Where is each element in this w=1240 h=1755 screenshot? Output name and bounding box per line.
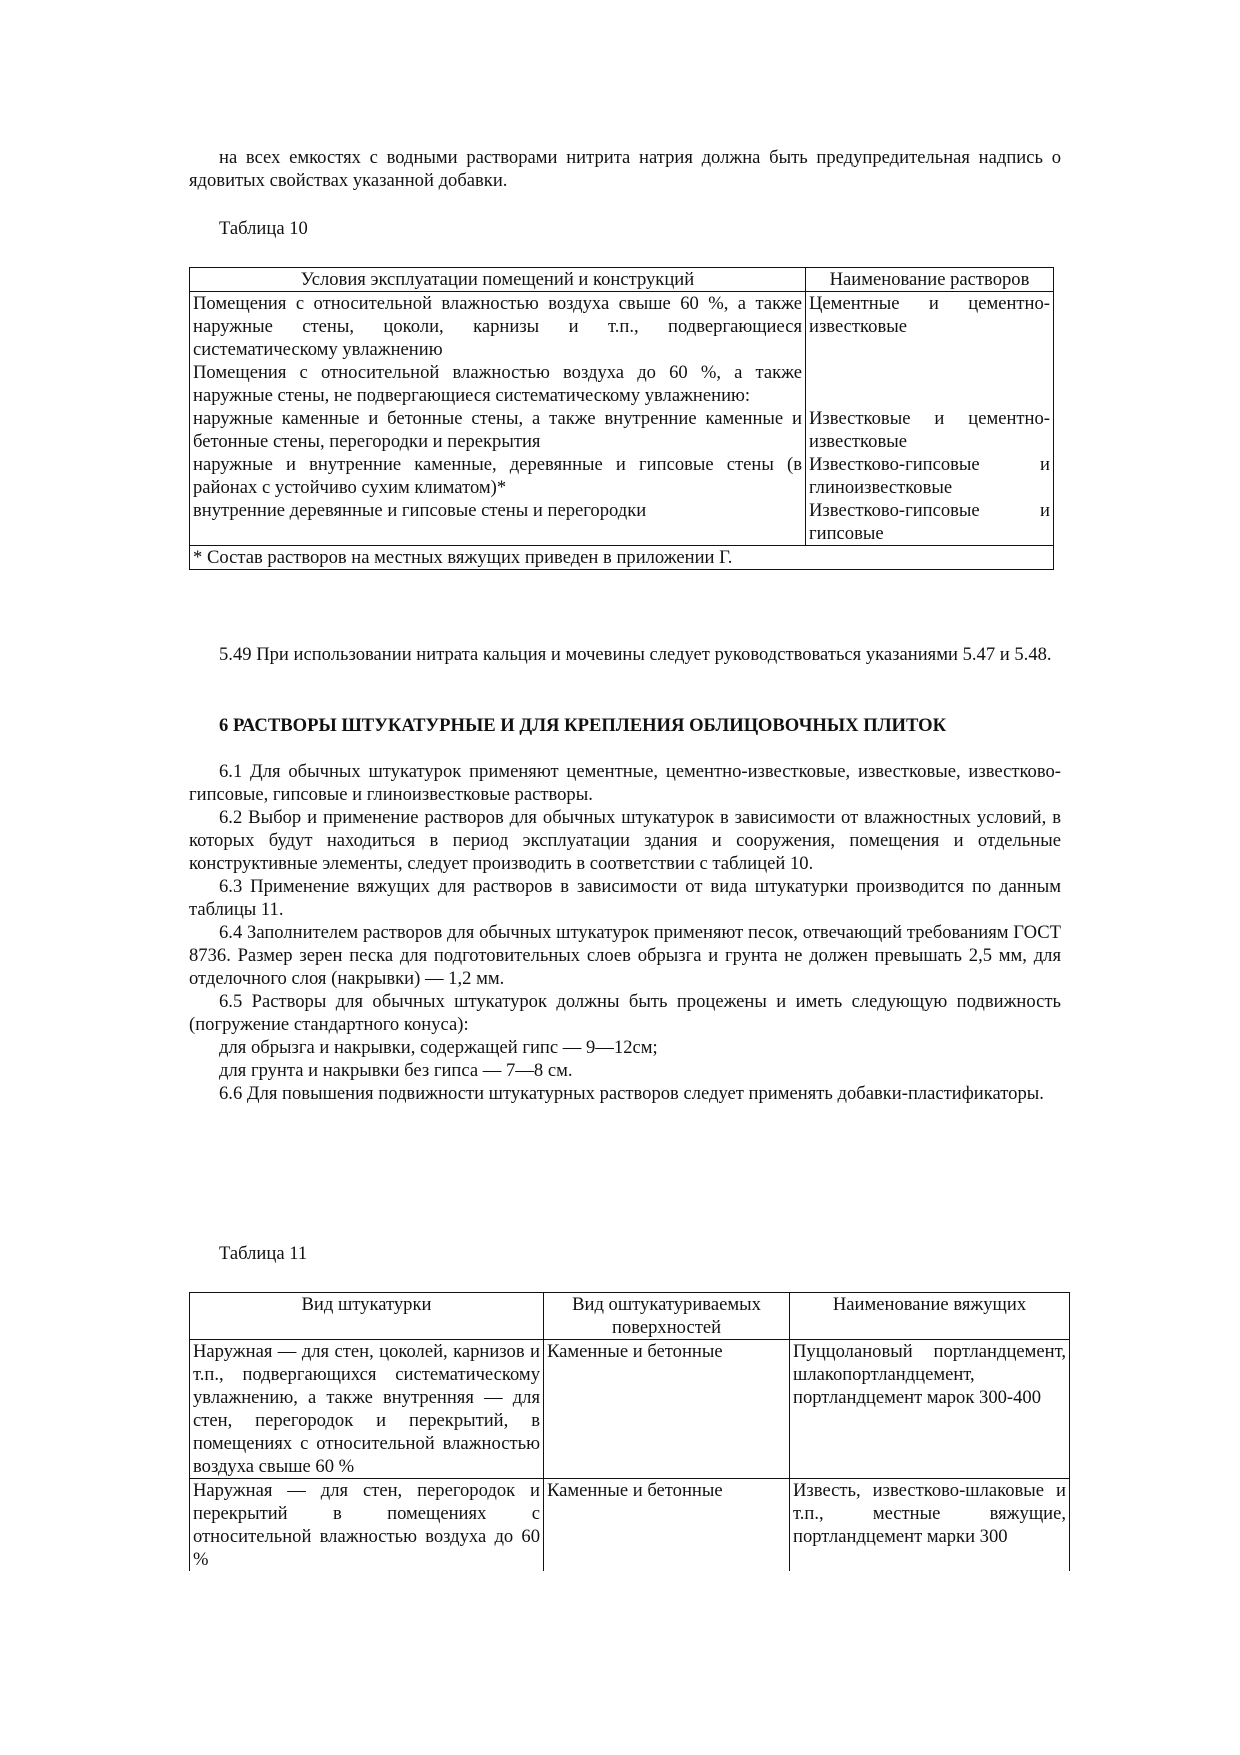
table11-header-type: Вид штукатурки [190, 1293, 544, 1340]
table10-caption: Таблица 10 [219, 218, 308, 239]
table11-surface: Каменные и бетонные [547, 1341, 723, 1362]
table11-header-row [190, 1293, 1070, 1340]
table10-condition: внутренние деревянные и гипсовые стены и перегородки [193, 500, 647, 521]
section-6-heading-block [189, 714, 1061, 737]
table10-condition: Помещения с относительной влажностью воздуха свыше 60 %, а также наружные стены, цоколи, карнизы и т.п., подвергающиеся систематическому увлажнению [193, 293, 802, 360]
table10-condition: наружные и внутренние каменные, деревянные и гипсовые стены (в районах с устойчиво сухим климатом)* [193, 454, 802, 498]
paragraph: 6.4 Заполнителем растворов для обычных штукатурок применяют песок, отвечающий требованиям ГОСТ 8736. Размер зерен песка для подготовительных слоев обрызга и грунта не должен превышать 2,5 мм, для отделочного слоя (накрывки) — 1,2 мм. [189, 922, 1061, 989]
table11-binder: Пуццолановый портландцемент, шлакопортландцемент, портландцемент марок 300-400 [793, 1341, 1066, 1408]
paragraph: 6.3 Применение вяжущих для растворов в зависимости от вида штукатурки производится по данным таблицы 11. [189, 876, 1061, 920]
table10-header-row [190, 268, 1054, 292]
table11-surface: Каменные и бетонные [547, 1480, 723, 1501]
section-6-paragraphs [189, 760, 1061, 1105]
table10-row [190, 453, 1054, 499]
paragraph: 6.1 Для обычных штукатурок применяют цементные, цементно-известковые, известковые, известково-гипсовые, гипсовые и глиноизвестковые растворы. [189, 761, 1061, 805]
table10-row [190, 361, 1054, 407]
table10-footnote-row [190, 546, 1054, 570]
table10-row [190, 292, 1054, 362]
table11-row [190, 1479, 1070, 1572]
paragraph: 6.5 Растворы для обычных штукатурок должны быть процежены и иметь следующую подвижность (погружение стандартного конуса): [189, 991, 1061, 1035]
table11-type: Наружная — для стен, перегородок и перекрытий в помещениях с относительной влажностью воздуха до 60 % [193, 1480, 540, 1570]
intro-paragraph [189, 146, 1061, 192]
table11-binder: Известь, известково-шлаковые и т.п., местные вяжущие, портландцемент марки 300 [793, 1480, 1066, 1547]
paragraph: для грунта и накрывки без гипса — 7—8 см. [219, 1060, 573, 1081]
paragraph: 6.6 Для повышения подвижности штукатурных растворов следует применять добавки-пластификаторы. [219, 1083, 1044, 1104]
table11-caption-block [189, 1242, 1061, 1265]
table10-row [190, 407, 1054, 453]
para-5-49: 5.49 При использовании нитрата кальция и мочевины следует руководствоваться указаниями 5.47 и 5.48. [219, 644, 1052, 665]
table10-row [190, 499, 1054, 546]
table11-caption: Таблица 11 [219, 1243, 308, 1264]
para-5-49-block [189, 643, 1061, 666]
table10-condition: Помещения с относительной влажностью воздуха до 60 %, а также наружные стены, не подвергающиеся систематическому увлажнению: [193, 362, 802, 406]
paragraph: 6.2 Выбор и применение растворов для обычных штукатурок в зависимости от влажностных условий, в которых будут находиться в период эксплуатации здания и сооружения, помещения и отдельные конструктивные элементы, следует производить в соответствии с таблицей 10. [189, 807, 1061, 874]
table10-caption-block [189, 217, 1061, 240]
paragraph: для обрызга и накрывки, содержащей гипс — 9—12см; [219, 1037, 658, 1058]
table11-row [190, 1340, 1070, 1479]
table10-mortar: Цементные и цементно-известковые [809, 293, 1050, 337]
table10-mortar: Известково-гипсовые и гипсовые [809, 500, 1050, 544]
table10-mortar: Известково-гипсовые и глиноизвестковые [809, 454, 1050, 498]
table11-type: Наружная — для стен, цоколей, карнизов и т.п., подвергающихся систематическому увлажнению, а также внутренняя — для стен, перегородок и перекрытий, в помещениях с относительной влажностью воздуха свыше 60 % [193, 1341, 540, 1477]
table10-header-mortars: Наименование растворов [806, 268, 1054, 292]
table10-header-conditions: Условия эксплуатации помещений и конструкций [190, 268, 806, 292]
table10-footnote: * Состав растворов на местных вяжущих приведен в приложении Г. [190, 546, 1054, 570]
table10-mortar: Известковые и цементно-известковые [809, 408, 1050, 452]
table-11 [189, 1292, 1070, 1571]
table11-header-binder: Наименование вяжущих [790, 1293, 1070, 1340]
table-10 [189, 267, 1054, 570]
table11-header-surface: Вид оштукатуриваемых поверхностей [544, 1293, 790, 1340]
intro-text: на всех емкостях с водными растворами нитрита натрия должна быть предупредительная надпись о ядовитых свойствах указанной добавки. [189, 147, 1061, 191]
section-title: 6 РАСТВОРЫ ШТУКАТУРНЫЕ И ДЛЯ КРЕПЛЕНИЯ ОБЛИЦОВОЧНЫХ ПЛИТОК [219, 715, 947, 736]
table10-condition: наружные каменные и бетонные стены, а также внутренние каменные и бетонные стены, перегородки и перекрытия [193, 408, 802, 452]
